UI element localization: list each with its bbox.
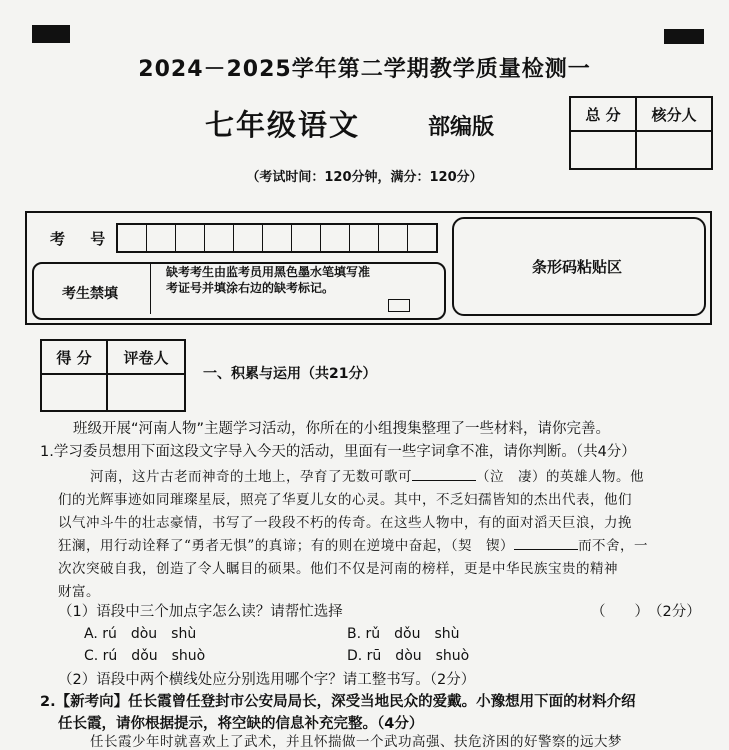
exam-info: （考试时间：120分钟，满分：120分）	[246, 170, 483, 185]
grader-cell[interactable]	[108, 375, 184, 410]
q1-passage-line: 财富。	[58, 584, 100, 600]
q2-prompt-line1: 2.【新考向】任长霞曾任登封市公安局局长，深受当地民众的爱戴。小豫想用下面的材料介绍	[40, 694, 636, 710]
exam-number-cell[interactable]	[147, 225, 176, 251]
exam-number-cell[interactable]	[118, 225, 147, 251]
q1-sub1-points: （2分）	[648, 604, 701, 620]
registration-mark-right	[664, 29, 704, 44]
exam-title: 2024－2025学年第二学期教学质量检测一	[138, 57, 591, 82]
barcode-label: 条形码粘贴区	[531, 258, 622, 276]
q1-passage-line: 次次突破自我，创造了令人瞩目的硕果。他们不仅是河南的榜样，更是中华民族宝贵的精神	[58, 561, 618, 577]
intro-text: 班级开展“河南人物”主题学习活动，你所在的小组搜集整理了一些材料，请你完善。	[73, 421, 611, 437]
score-cell[interactable]	[42, 375, 108, 410]
total-score-cell[interactable]	[571, 132, 637, 168]
q2-passage-start: 任长霞少年时就喜欢上了武术，并且怀揣做一个武功高强、扶危济困的好警察的远大梦	[90, 734, 622, 750]
exam-number-cell[interactable]	[205, 225, 234, 251]
exam-number-grid[interactable]	[116, 223, 438, 253]
q1-passage-line	[58, 534, 648, 554]
exam-number-cell[interactable]	[350, 225, 379, 251]
q1-passage-line	[90, 465, 644, 485]
edition-label: 部编版	[428, 114, 495, 140]
subject-title: 七年级语文	[205, 108, 361, 142]
total-score-table	[569, 96, 713, 170]
option-c[interactable]: C. rú dǒu shuò	[84, 648, 206, 664]
checker-header: 核分人	[637, 98, 711, 132]
q1-prompt: 1.学习委员想用下面这段文字导入今天的活动，里面有一些字词拿不准，请你判断。（共4分）	[40, 444, 636, 460]
q1-answer-paren[interactable]: （ ）	[591, 604, 649, 620]
grader-header: 评卷人	[108, 341, 184, 375]
exam-number-cell[interactable]	[263, 225, 292, 251]
exam-number-cell[interactable]	[234, 225, 263, 251]
score-header: 得 分	[42, 341, 108, 375]
q1-passage-text: （泣 凄）的英雄人物。他	[476, 469, 644, 485]
q1-passage-line: 们的光辉事迹如同璀璨星辰，照亮了华夏儿女的心灵。其中，不乏妇孺皆知的杰出代表，他们	[58, 492, 632, 508]
forbidden-note: 缺考考生由监考员用黑色墨水笔填写准考证号并填涂右边的缺考标记。	[166, 265, 371, 295]
q1-sub2-text: （2）语段中两个横线处应分别选用哪个字？请工整书写。（2分）	[58, 672, 476, 688]
exam-number-cell[interactable]	[292, 225, 321, 251]
forbidden-divider	[150, 264, 151, 314]
exam-number-cell[interactable]	[321, 225, 350, 251]
exam-number-cell[interactable]	[379, 225, 408, 251]
option-a[interactable]: A. rú dòu shù	[84, 626, 197, 642]
q1-passage-text: 狂澜，用行动诠释了“勇者无惧”的真谛；有的则在逆境中奋起，（契 锲）	[58, 538, 515, 554]
q2-prompt-line2: 任长霞，请你根据提示，将空缺的信息补充完整。（4分）	[58, 716, 424, 732]
grade-table	[40, 339, 186, 412]
registration-mark-left	[32, 25, 70, 43]
q1-passage-text: 而不舍，一	[578, 538, 649, 554]
option-d[interactable]: D. rū dòu shuò	[347, 648, 470, 664]
absent-mark-box[interactable]	[388, 299, 410, 312]
q1-passage-text: 河南，这片古老而神奇的土地上，孕育了无数可歌可	[90, 469, 412, 485]
section1-title: 一、积累与运用（共21分）	[203, 366, 377, 382]
exam-number-label: 考 号	[50, 230, 116, 248]
total-score-header: 总 分	[571, 98, 637, 132]
q1-passage-line: 以气冲斗牛的壮志豪情，书写了一段段不朽的传奇。在这些人物中，有的面对滔天巨浪，力挽	[58, 515, 632, 531]
checker-cell[interactable]	[637, 132, 711, 168]
q1-blank-1[interactable]	[412, 468, 476, 481]
q1-sub1-text: （1）语段中三个加点字怎么读？请帮忙选择	[58, 604, 343, 620]
exam-number-cell[interactable]	[408, 225, 436, 251]
option-b[interactable]: B. rǔ dǒu shù	[347, 626, 460, 642]
forbidden-label: 考生禁填	[62, 286, 118, 302]
exam-number-cell[interactable]	[176, 225, 205, 251]
q1-blank-2[interactable]	[514, 537, 578, 550]
